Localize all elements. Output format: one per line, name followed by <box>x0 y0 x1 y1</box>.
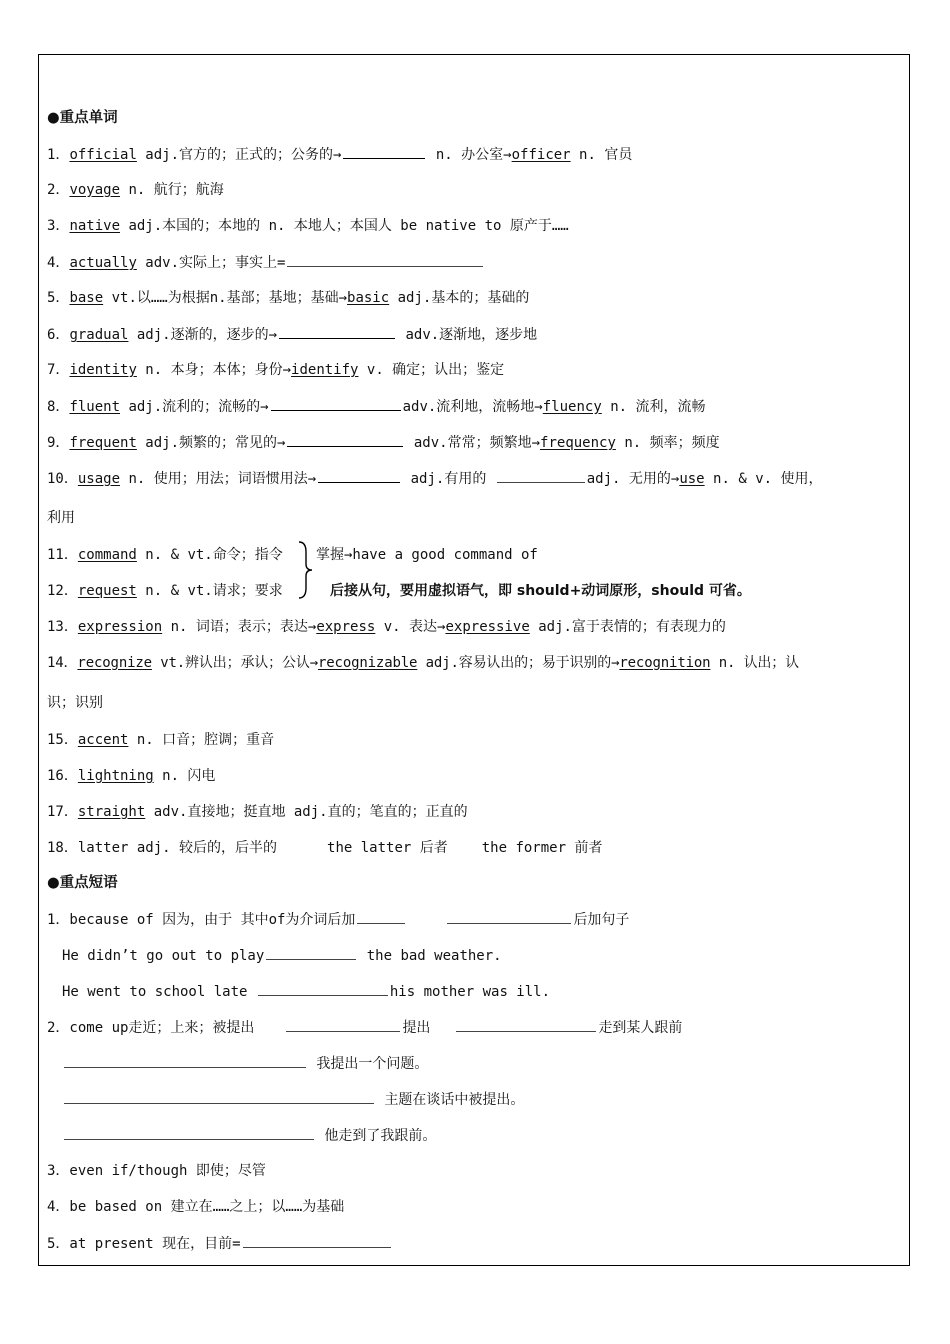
word-entry-4: 4．actually adv.实际上；事实上= <box>47 252 485 273</box>
blank-input[interactable] <box>266 945 356 960</box>
word-entry-13: 13．expression n. 词语；表示；表达→express v. 表达→expressive adj.富于表情的；有表现力的 <box>47 619 726 635</box>
blank-input[interactable] <box>318 468 400 483</box>
phrase-example-1a: He didn’t go out to play the bad weather. <box>62 945 502 966</box>
phrase-example-2c: 他走到了我跟前。 <box>62 1125 436 1146</box>
word-entry-12-note: 后接从句，要用虚拟语气，即 should+动词原形，should 可省。 <box>330 583 751 599</box>
word-entry-7: 7．identity n. 本身；本体；身份→identify v. 确定；认出；鉴定 <box>47 362 505 378</box>
word-entry-10: 10．usage n. 使用；用法；词语惯用法→ adj.有用的 adj. 无用的→use n. & v. 使用， <box>47 468 822 489</box>
blank-input[interactable] <box>497 468 585 483</box>
phrase-example-2a: 我提出一个问题。 <box>62 1053 428 1074</box>
blank-input[interactable] <box>343 144 425 159</box>
word-entry-2: 2．voyage n. 航行；航海 <box>47 182 224 198</box>
phrase-example-1b: He went to school late his mother was ill. <box>62 981 550 1002</box>
word-entry-17: 17．straight adv.直接地；挺直地 adj.直的；笔直的；正直的 <box>47 804 468 820</box>
phrase-entry-3: 3．even if/though 即使；尽管 <box>47 1163 266 1179</box>
words-section-title: ●重点单词 <box>47 110 118 126</box>
blank-input[interactable] <box>456 1017 596 1032</box>
word-entry-9: 9．frequent adj.频繁的；常见的→ adv.常常；频繁地→frequency n. 频率；频度 <box>47 432 720 453</box>
blank-input[interactable] <box>286 1017 400 1032</box>
word-entry-14-cont: 识；识别 <box>47 695 103 711</box>
word-entry-1: 1．official adj.官方的；正式的；公务的→ n. 办公室→officer n. 官员 <box>47 144 632 165</box>
word-entry-14: 14．recognize vt.辨认出；承认；公认→recognizable adj.容易认出的；易于识别的→recognition n. 认出；认 <box>47 655 799 671</box>
blank-input[interactable] <box>64 1053 306 1068</box>
word-entry-15: 15．accent n. 口音；腔调；重音 <box>47 732 275 748</box>
word-entry-8: 8．fluent adj.流利的；流畅的→ adv.流利地，流畅地→fluency n. 流利，流畅 <box>47 396 705 417</box>
blank-input[interactable] <box>357 909 405 924</box>
phrase-example-2b: 主题在谈话中被提出。 <box>62 1089 524 1110</box>
word-entry-5: 5．base vt.以……为根据n.基部；基地；基础→basic adj.基本的；基础的 <box>47 290 530 306</box>
blank-input[interactable] <box>243 1233 391 1248</box>
blank-input[interactable] <box>64 1089 374 1104</box>
phrase-entry-2: 2．come up走近；上来；被提出 提出 走到某人跟前 <box>47 1017 682 1038</box>
word-entry-18: 18．latter adj. 较后的，后半的 the latter 后者 the former 前者 <box>47 840 603 856</box>
phrase-entry-4: 4．be based on 建立在……之上；以……为基础 <box>47 1199 345 1215</box>
word-entry-11: 11．command n. & vt.命令；指令 <box>47 547 283 563</box>
blank-input[interactable] <box>271 396 401 411</box>
blank-input[interactable] <box>287 252 483 267</box>
word-entry-3: 3．native adj.本国的；本地的 n. 本地人；本国人 be native to 原产于…… <box>47 218 569 234</box>
blank-input[interactable] <box>64 1125 314 1140</box>
word-entry-11-note: 掌握→have a good command of <box>316 547 538 563</box>
blank-input[interactable] <box>279 324 395 339</box>
word-entry-12: 12．request n. & vt.请求；要求 <box>47 583 283 599</box>
phrase-entry-1: 1．because of 因为，由于 其中of为介词后加 后加句子 <box>47 909 629 930</box>
blank-input[interactable] <box>447 909 571 924</box>
word-official: official <box>69 147 137 163</box>
phrases-section-title: ●重点短语 <box>47 875 118 891</box>
word-entry-10-cont: 利用 <box>47 510 75 526</box>
blank-input[interactable] <box>287 432 403 447</box>
phrase-entry-5: 5．at present 现在，目前= <box>47 1233 393 1254</box>
brace-icon <box>297 540 313 600</box>
word-entry-6: 6．gradual adj.逐渐的，逐步的→ adv.逐渐地，逐步地 <box>47 324 537 345</box>
word-entry-16: 16．lightning n. 闪电 <box>47 768 216 784</box>
blank-input[interactable] <box>258 981 388 996</box>
